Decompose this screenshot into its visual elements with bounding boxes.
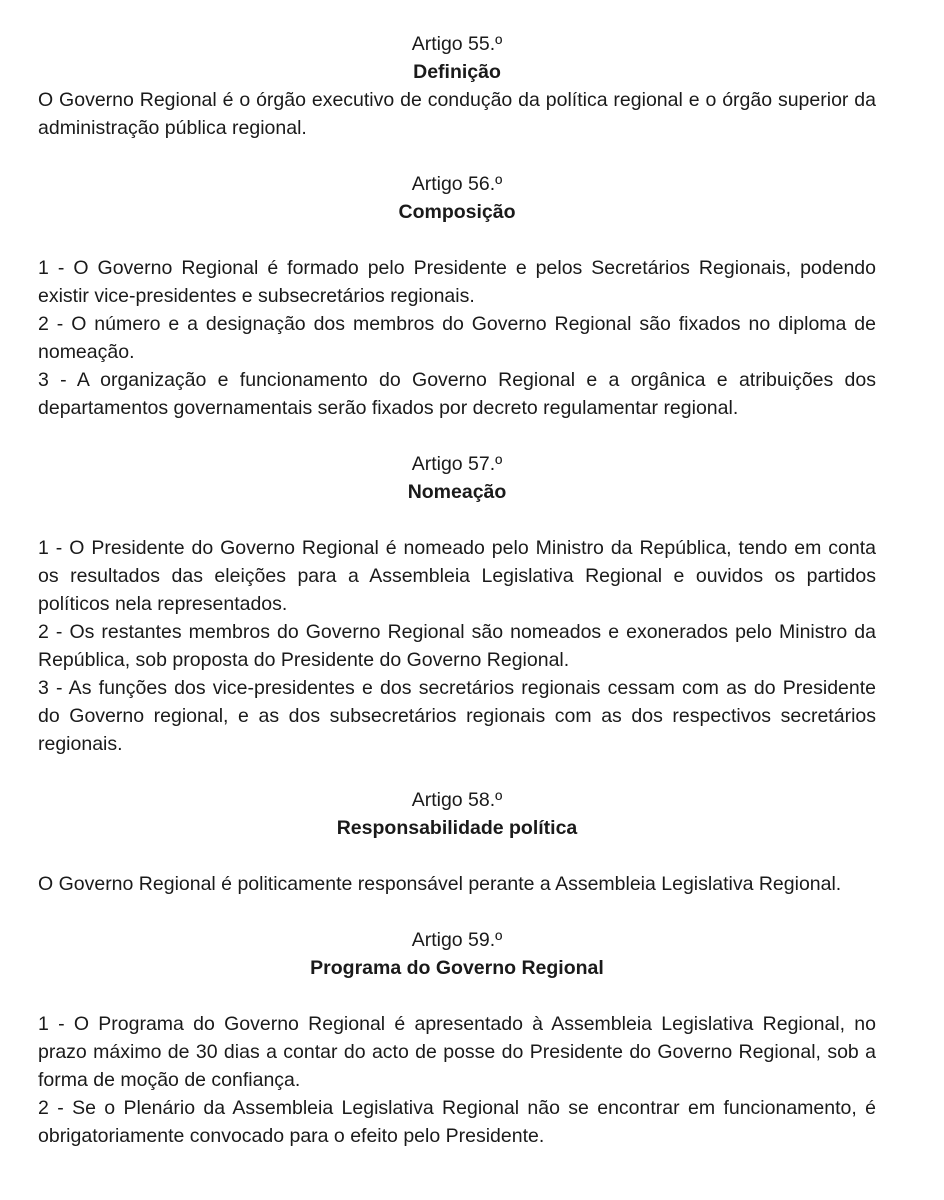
article-title: Programa do Governo Regional bbox=[310, 957, 604, 979]
spacer bbox=[38, 506, 876, 534]
spacer bbox=[38, 842, 876, 870]
article-paragraph: 1 - O Programa do Governo Regional é apresentado à Assembleia Legislativa Regional, no prazo máximo de 30 dias a contar do acto de posse do Presidente do Governo Regional, sob a forma de moção de confiança. bbox=[38, 1013, 876, 1091]
article-number: Artigo 59.º bbox=[411, 929, 503, 951]
article-56 bbox=[38, 170, 876, 422]
article-58 bbox=[38, 786, 876, 898]
article-paragraph: 3 - A organização e funcionamento do Governo Regional e a orgânica e atribuições dos departamentos governamentais serão fixados por decreto regulamentar regional. bbox=[38, 369, 876, 419]
article-paragraph: O Governo Regional é o órgão executivo de condução da política regional e o órgão superior da administração pública regional. bbox=[38, 89, 876, 139]
article-paragraph: 2 - O número e a designação dos membros do Governo Regional são fixados no diploma de nomeação. bbox=[38, 313, 876, 363]
article-number: Artigo 57.º bbox=[411, 453, 503, 475]
article-number: Artigo 56.º bbox=[411, 173, 503, 195]
article-paragraph: O Governo Regional é politicamente responsável perante a Assembleia Legislativa Regional. bbox=[38, 873, 842, 895]
spacer bbox=[38, 982, 876, 1010]
document-page bbox=[38, 30, 876, 1150]
article-55 bbox=[38, 30, 876, 142]
article-paragraph: 1 - O Governo Regional é formado pelo Presidente e pelos Secretários Regionais, podendo existir vice-presidentes e subsecretários regionais. bbox=[38, 257, 876, 307]
spacer bbox=[38, 758, 876, 786]
article-title: Composição bbox=[398, 201, 516, 223]
spacer bbox=[38, 422, 876, 450]
article-title: Responsabilidade política bbox=[336, 817, 578, 839]
article-paragraph: 3 - As funções dos vice-presidentes e dos secretários regionais cessam com as do Presidente do Governo regional, e as dos subsecretários regionais com as dos respectivos secretários regionais. bbox=[38, 677, 876, 755]
article-title: Nomeação bbox=[407, 481, 507, 503]
article-paragraph: 1 - O Presidente do Governo Regional é nomeado pelo Ministro da República, tendo em conta os resultados das eleições para a Assembleia Legislativa Regional e ouvidos os partidos políticos nela representados. bbox=[38, 537, 876, 615]
article-57 bbox=[38, 450, 876, 758]
spacer bbox=[38, 226, 876, 254]
spacer bbox=[38, 898, 876, 926]
article-59 bbox=[38, 926, 876, 1150]
article-number: Artigo 55.º bbox=[411, 33, 503, 55]
article-paragraph: 2 - Se o Plenário da Assembleia Legislativa Regional não se encontrar em funcionamento, é obrigatoriamente convocado para o efeito pelo Presidente. bbox=[38, 1097, 876, 1147]
article-paragraph: 2 - Os restantes membros do Governo Regional são nomeados e exonerados pelo Ministro da República, sob proposta do Presidente do Governo Regional. bbox=[38, 621, 876, 671]
article-title: Definição bbox=[413, 61, 501, 83]
article-number: Artigo 58.º bbox=[411, 789, 503, 811]
spacer bbox=[38, 142, 876, 170]
